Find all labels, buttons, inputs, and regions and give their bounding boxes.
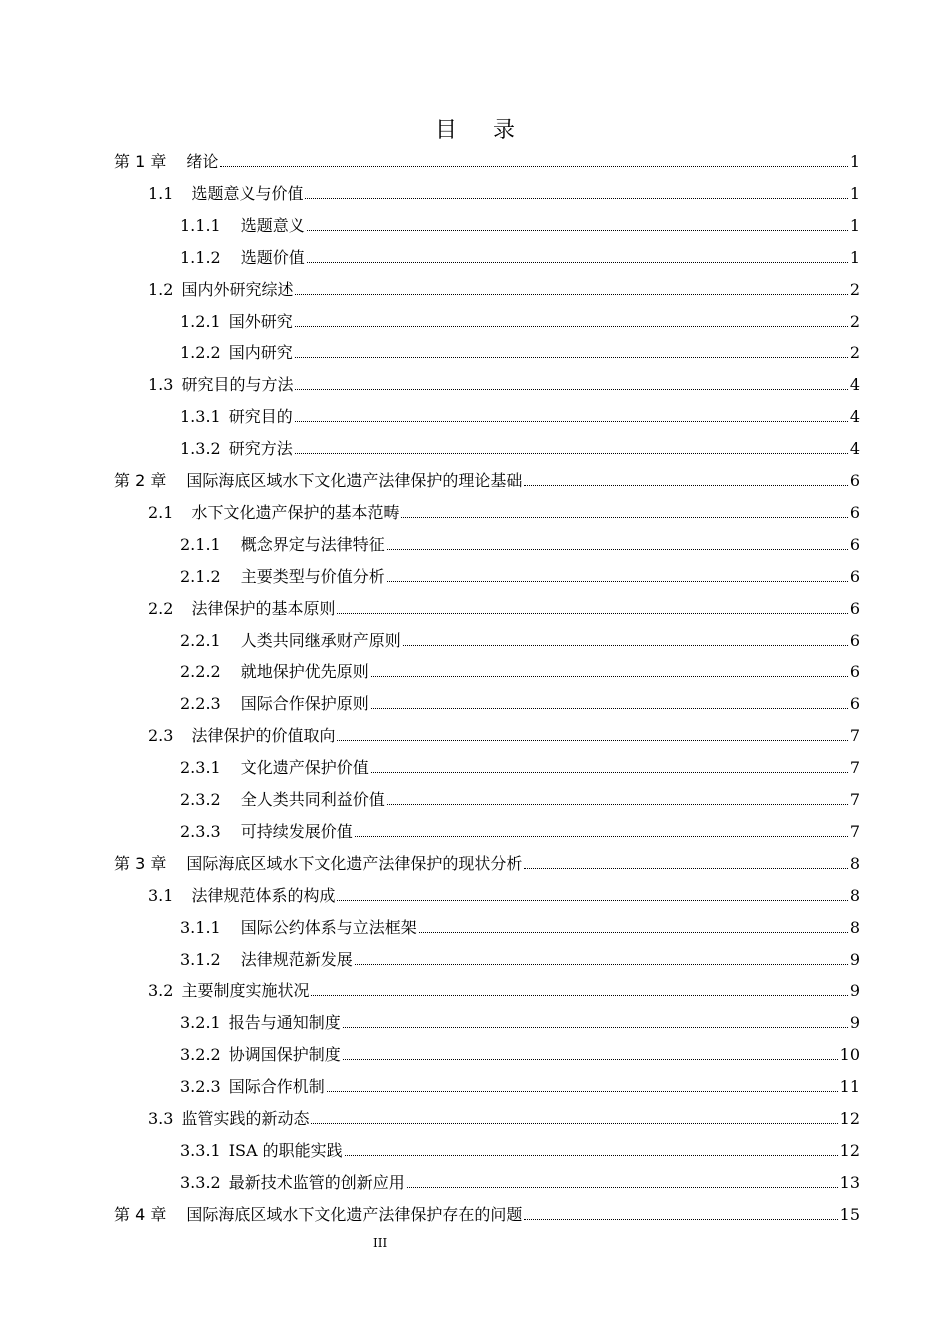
toc-entry-page: 4 [849, 375, 860, 395]
toc-entry-number: 3.1.1 [180, 917, 221, 937]
toc-section-entry[interactable] [148, 495, 860, 523]
toc-section-entry[interactable] [180, 686, 860, 714]
dot-leader [295, 293, 847, 295]
dot-leader [295, 388, 847, 390]
toc-entry-label: 法律保护的价值取向 [191, 726, 336, 746]
dot-leader [295, 420, 848, 422]
toc-entry-page: 6 [849, 534, 860, 554]
toc-entry-page: 11 [839, 1077, 860, 1097]
toc-entry-label: 主要类型与价值分析 [240, 566, 385, 586]
toc-entry-label: 就地保护优先原则 [240, 662, 369, 682]
dot-leader [355, 963, 848, 965]
toc-section-entry[interactable] [180, 304, 860, 332]
toc-section-entry[interactable] [180, 654, 860, 682]
toc-entry-number: 3.3.1 [180, 1140, 221, 1160]
toc-entry-label: 国际合作机制 [228, 1077, 325, 1097]
toc-entry-label: 国内外研究综述 [181, 279, 294, 299]
toc-entry-label: 研究目的 [228, 407, 293, 427]
dot-leader [311, 994, 847, 996]
toc-entry-number: 第 1 章 [114, 152, 167, 171]
toc-section-entry[interactable] [180, 431, 860, 459]
toc-chapter-entry[interactable] [114, 463, 860, 491]
toc-entry-page: 4 [849, 407, 860, 427]
toc-entry-label: 国际公约体系与立法框架 [240, 917, 417, 937]
toc-entry-page: 6 [849, 694, 860, 714]
toc-entry-number: 1.1.1 [180, 215, 221, 235]
toc-entry-page: 9 [849, 949, 860, 969]
dot-leader [407, 1186, 838, 1188]
toc-section-entry[interactable] [180, 559, 860, 587]
toc-entry-label: 概念界定与法律特征 [240, 534, 385, 554]
toc-entry-page: 2 [849, 311, 860, 331]
toc-entry-label: 国际海底区域水下文化遗产法律保护存在的问题 [186, 1204, 523, 1224]
toc-entry-page: 15 [839, 1204, 860, 1224]
dot-leader [387, 548, 848, 550]
toc-entry-page: 13 [839, 1172, 860, 1192]
toc-entry-label: 主要制度实施状况 [181, 981, 310, 1001]
toc-entry-number: 2.3.2 [180, 790, 221, 809]
page-number-footer: III [373, 1236, 388, 1250]
dot-leader [295, 325, 848, 327]
dot-leader [311, 1122, 837, 1124]
toc-entry-page: 10 [839, 1045, 860, 1065]
dot-leader [524, 484, 847, 486]
toc-entry-page: 8 [849, 917, 860, 937]
toc-title: 目录 [434, 118, 551, 143]
toc-entry-number: 2.3.1 [180, 758, 221, 778]
toc-section-entry[interactable] [180, 1037, 860, 1065]
toc-entry-number: 2.2.2 [180, 662, 221, 682]
toc-entry-label: 研究方法 [228, 439, 293, 459]
toc-entry-number: 1.1.2 [180, 247, 221, 267]
toc-entry-page: 1 [849, 247, 860, 267]
toc-entry-label: ISA 的职能实践 [228, 1140, 343, 1160]
toc-entry-number: 2.1.1 [180, 534, 221, 554]
toc-entry-label: 绪论 [186, 152, 219, 171]
toc-entry-page: 9 [849, 1013, 860, 1033]
toc-entry-number: 3.1 [148, 885, 174, 905]
dot-leader [295, 452, 848, 454]
dot-leader [327, 1090, 838, 1092]
toc-entry-page: 12 [839, 1109, 860, 1128]
dot-leader [343, 1058, 838, 1060]
toc-entry-number: 3.2.2 [180, 1045, 221, 1065]
toc-entry-number: 1.2.2 [180, 343, 221, 363]
toc-entry-page: 6 [849, 471, 860, 490]
toc-entry-page: 1 [849, 215, 860, 235]
toc-entry-label: 国际合作保护原则 [240, 694, 369, 714]
toc-entry-page: 6 [849, 630, 860, 650]
toc-entry-page: 6 [849, 566, 860, 586]
toc-entry-label: 全人类共同利益价值 [240, 790, 385, 809]
dot-leader [524, 867, 847, 869]
toc-entry-number: 3.2.3 [180, 1077, 221, 1097]
toc-entry-number: 1.3.1 [180, 407, 221, 427]
toc-entry-page: 7 [849, 790, 860, 809]
dot-leader [524, 1218, 837, 1220]
dot-leader [401, 516, 847, 518]
dot-leader [295, 356, 848, 358]
toc-entry-page: 7 [849, 821, 860, 841]
toc-entry-label: 国际海底区域水下文化遗产法律保护的理论基础 [186, 471, 523, 490]
toc-entry-label: 研究目的与方法 [181, 375, 294, 395]
toc-section-entry[interactable] [180, 1165, 860, 1193]
toc-entry-number: 3.2 [148, 981, 174, 1001]
dot-leader [307, 261, 848, 263]
toc-entry-page: 2 [849, 343, 860, 363]
dot-leader [387, 803, 848, 805]
toc-entry-number: 第 2 章 [114, 471, 167, 490]
toc-section-entry[interactable] [148, 718, 860, 746]
toc-entry-label: 监管实践的新动态 [181, 1109, 310, 1128]
toc-section-entry[interactable] [148, 878, 860, 906]
toc-entry-number: 第 3 章 [114, 853, 167, 873]
toc-entry-page: 7 [849, 726, 860, 746]
toc-entry-number: 1.3.2 [180, 439, 221, 459]
toc-section-entry[interactable] [148, 367, 860, 395]
dot-leader [371, 675, 848, 677]
toc-section-entry[interactable] [180, 910, 860, 938]
dot-leader [337, 612, 847, 614]
toc-entry-label: 法律保护的基本原则 [191, 598, 336, 618]
toc-entry-label: 协调国保护制度 [228, 1045, 341, 1065]
toc-entry-number: 2.2 [148, 598, 174, 618]
toc-entry-number: 2.3 [148, 726, 174, 746]
toc-entry-label: 文化遗产保护价值 [240, 758, 369, 778]
toc-section-entry[interactable] [180, 623, 860, 651]
toc-entry-label: 水下文化遗产保护的基本范畴 [191, 502, 400, 522]
toc-section-entry[interactable] [180, 942, 860, 970]
toc-section-entry[interactable] [180, 782, 860, 810]
toc-section-entry[interactable] [180, 1069, 860, 1097]
toc-section-entry[interactable] [180, 399, 860, 427]
toc-entry-page: 8 [849, 853, 860, 873]
toc-entry-label: 人类共同继承财产原则 [240, 630, 401, 650]
toc-entry-label: 选题意义与价值 [191, 183, 304, 203]
toc-entry-page: 1 [849, 152, 860, 171]
toc-entry-number: 3.3.2 [180, 1172, 221, 1192]
toc-entry-page: 12 [839, 1140, 860, 1160]
toc-entry-number: 2.1 [148, 502, 174, 522]
toc-section-entry[interactable] [148, 1101, 860, 1129]
toc-entry-label: 最新技术监管的创新应用 [228, 1172, 405, 1192]
dot-leader [387, 580, 848, 582]
toc-chapter-entry[interactable] [114, 846, 860, 874]
dot-leader [345, 1154, 838, 1156]
toc-entry-number: 2.1.2 [180, 566, 221, 586]
toc-section-entry[interactable] [180, 1133, 860, 1161]
toc-entry-label: 法律规范体系的构成 [191, 885, 336, 905]
toc-entry-label: 国际海底区域水下文化遗产法律保护的现状分析 [186, 853, 523, 873]
dot-leader [307, 229, 848, 231]
toc-section-entry[interactable] [180, 527, 860, 555]
toc-entry-number: 1.2 [148, 279, 174, 299]
toc-entry-number: 1.2.1 [180, 311, 221, 331]
dot-leader [371, 707, 848, 709]
dot-leader [343, 1026, 848, 1028]
toc-entry-page: 6 [849, 502, 860, 522]
toc-section-entry[interactable] [180, 335, 860, 363]
toc-chapter-entry[interactable] [114, 144, 860, 172]
toc-entry-page: 6 [849, 662, 860, 682]
toc-section-entry[interactable] [148, 176, 860, 204]
toc-chapter-entry[interactable] [114, 1197, 860, 1225]
toc-section-entry[interactable] [148, 591, 860, 619]
toc-entry-number: 3.3 [148, 1109, 174, 1128]
toc-entry-number: 1.3 [148, 375, 174, 395]
toc-section-entry[interactable] [148, 272, 860, 300]
toc-entry-label: 可持续发展价值 [240, 821, 353, 841]
toc-entry-label: 法律规范新发展 [240, 949, 353, 969]
toc-entry-label: 国内研究 [228, 343, 293, 363]
toc-section-entry[interactable] [180, 814, 860, 842]
toc-section-entry[interactable] [180, 208, 860, 236]
dot-leader [337, 739, 847, 741]
dot-leader [403, 644, 848, 646]
toc-section-entry[interactable] [180, 750, 860, 778]
toc-entry-page: 9 [849, 981, 860, 1001]
toc-entry-number: 第 4 章 [114, 1204, 167, 1224]
dot-leader [220, 165, 847, 167]
toc-section-entry[interactable] [180, 1005, 860, 1033]
toc-entry-label: 国外研究 [228, 311, 293, 331]
dot-leader [419, 931, 848, 933]
toc-entry-page: 4 [849, 439, 860, 459]
dot-leader [337, 899, 847, 901]
toc-entry-page: 1 [849, 183, 860, 203]
toc-entry-label: 选题意义 [240, 215, 305, 235]
toc-entry-number: 2.2.1 [180, 630, 221, 650]
toc-entry-label: 报告与通知制度 [228, 1013, 341, 1033]
toc-section-entry[interactable] [180, 240, 860, 268]
toc-entry-number: 2.3.3 [180, 821, 221, 841]
dot-leader [371, 771, 848, 773]
toc-entry-number: 2.2.3 [180, 694, 221, 714]
toc-entry-page: 6 [849, 598, 860, 618]
toc-entry-page: 8 [849, 885, 860, 905]
toc-entry-label: 选题价值 [240, 247, 305, 267]
toc-section-entry[interactable] [148, 973, 860, 1001]
toc-entry-number: 1.1 [148, 183, 174, 203]
toc-entry-page: 7 [849, 758, 860, 778]
toc-entry-number: 3.1.2 [180, 949, 221, 969]
dot-leader [355, 835, 848, 837]
toc-entry-number: 3.2.1 [180, 1013, 221, 1033]
toc-entry-page: 2 [849, 279, 860, 299]
dot-leader [305, 197, 847, 199]
